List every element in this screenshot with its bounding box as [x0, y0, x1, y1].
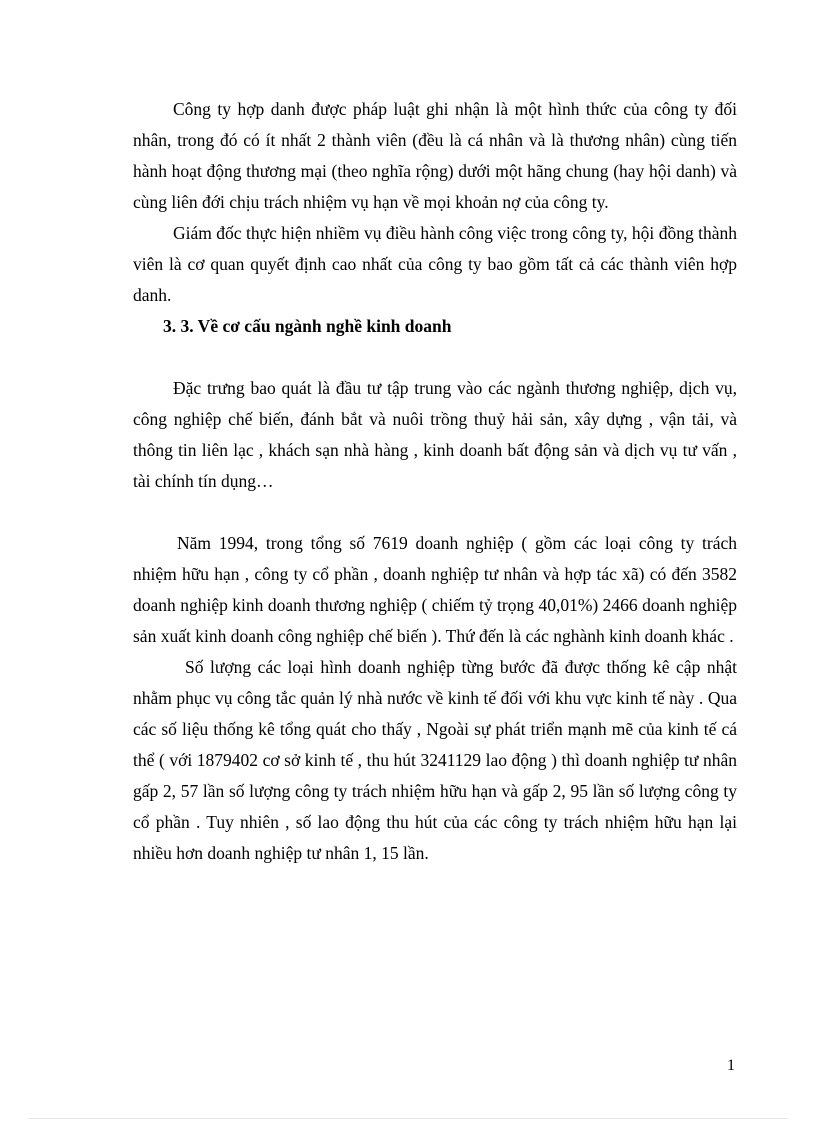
paragraph-enterprise-counts: Số lượng các loại hình doanh nghiệp từng bước đã được thống kê cập nhật nhằm phục vụ công tắc quản lý nhà nước về kinh tế đối với khu vực kinh tế này . Qua các số liệu thống kê tổng quát cho thấy , Ngoài sự phát triển mạnh mẽ của kinh tế cá thể ( với 1879402 cơ sở kinh tế , thu hút 3241129 lao động ) thì doanh nghiệp tư nhân gấp 2, 57 lần số lượng công ty trách nhiệm hữu hạn và gấp 2, 95 lần số lượng công ty cổ phần . Tuy nhiên , số lao động thu hút của các công ty trách nhiệm hữu hạn lại nhiều hơn doanh nghiệp tư nhân 1, 15 lần.	[133, 657, 737, 863]
spacer	[133, 342, 737, 373]
paragraph-1994-statistics: Năm 1994, trong tổng số 7619 doanh nghiệp ( gồm các loại công ty trách nhiệm hữu hạn , công ty cổ phần , doanh nghiệp tư nhân và hợp tác xã) có đến 3582 doanh nghiệp kinh doanh thương nghiệp ( chiếm tỷ trọng 40,01%) 2466 doanh nghiệp sản xuất kinh doanh công nghiệp chế biến ). Thứ đến là các nghành kinh doanh khác .	[133, 533, 737, 646]
page-number: 1	[727, 1057, 735, 1074]
paragraph-partnership-company: Công ty hợp danh được pháp luật ghi nhận là một hình thức của công ty đối nhân, trong đó có ít nhất 2 thành viên (đều là cá nhân và là thương nhân) cùng tiến hành hoạt động thương mại (theo nghĩa rộng) dưới một hãng chung (hay hội danh) và cùng liên đới chịu trách nhiệm vụ hạn về mọi khoản nợ của công ty.	[133, 99, 737, 212]
page-bottom-edge	[28, 1118, 788, 1119]
section-heading: 3. 3. Về cơ cấu ngành nghề kinh doanh	[163, 316, 452, 336]
paragraph-industry-focus: Đặc trưng bao quát là đầu tư tập trung vào các ngành thương nghiệp, dịch vụ, công nghiệp chế biến, đánh bắt và nuôi trồng thuỷ hải sản, xây dựng , vận tải, và thông tin liên lạc , khách sạn nhà hàng , kinh doanh bất động sản và dịch vụ tư vấn , tài chính tín dụng…	[133, 378, 737, 491]
document-body	[133, 94, 737, 869]
spacer	[133, 497, 737, 528]
paragraph-director-duties: Giám đốc thực hiện nhiềm vụ điều hành công việc trong công ty, hội đồng thành viên là cơ quan quyết định cao nhất của công ty bao gồm tất cả các thành viên hợp danh.	[133, 223, 737, 305]
